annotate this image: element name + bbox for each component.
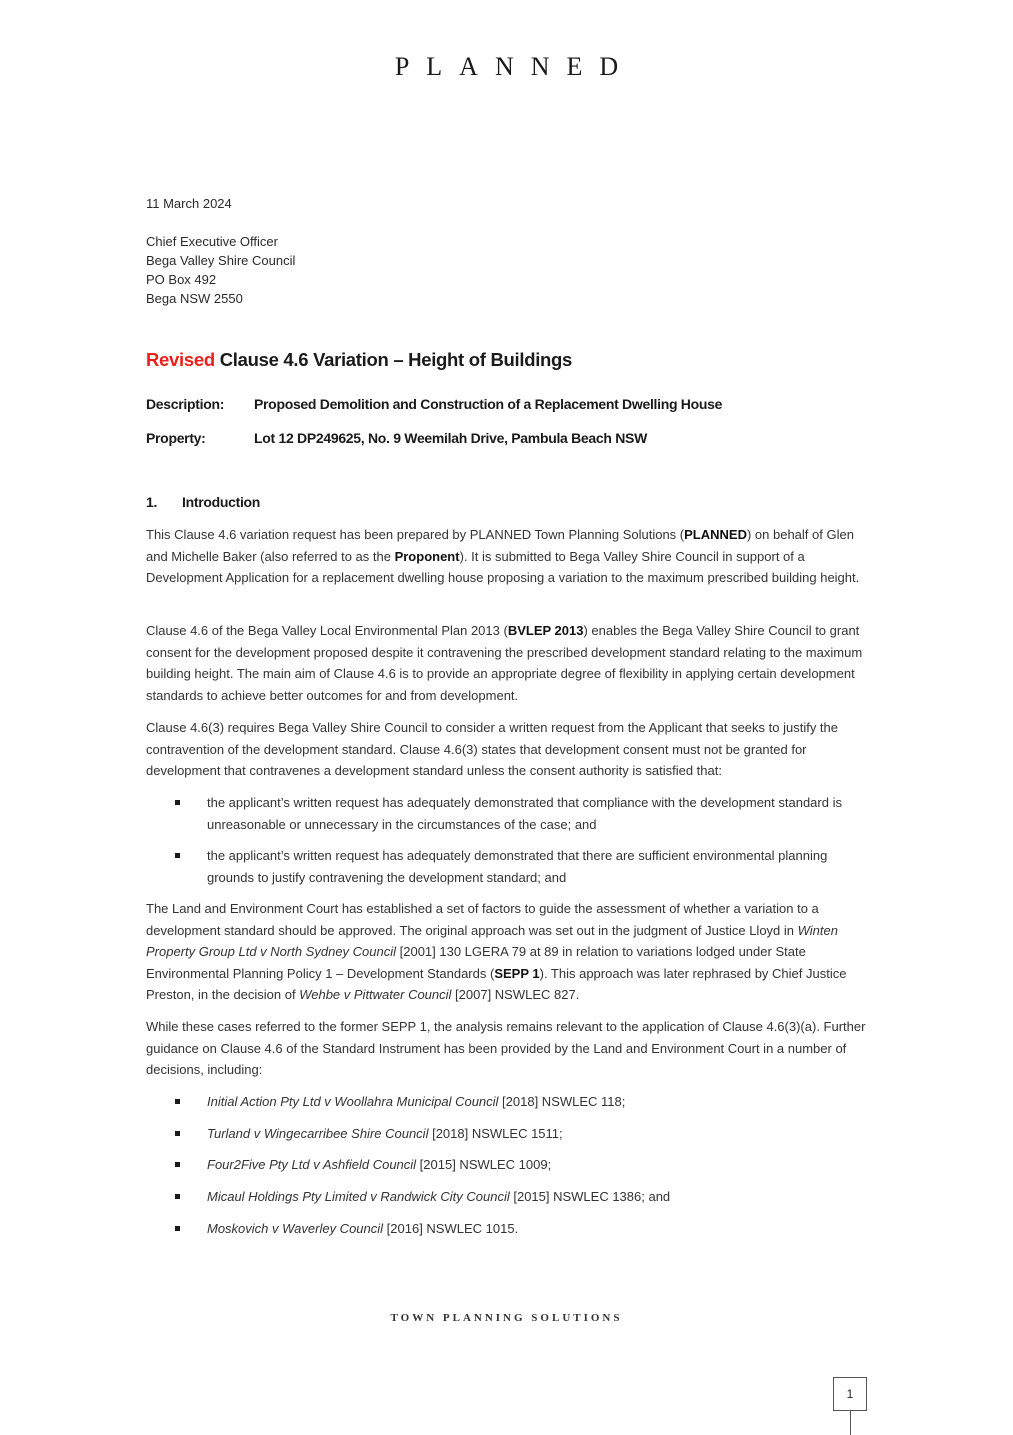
section-heading-introduction: [146, 494, 260, 510]
paragraph-text: [2001] 130 LGERA 79 at 89 in relation to variations lodged under State Environmental Planning Policy 1 – Development Standards (: [146, 944, 806, 981]
case-name: Wehbe v Pittwater Council: [299, 987, 452, 1002]
property-label: Property:: [146, 430, 206, 446]
letter-date: 11 March 2024: [146, 196, 232, 211]
case-citation: [2018] NSWLEC 1511;: [428, 1126, 563, 1141]
list-item: [175, 845, 875, 888]
page-number-line: [850, 1411, 851, 1435]
paragraph-text: The Land and Environment Court has established a set of factors to guide the assessment of whether a variation to a development standard should be approved. The original approach was set out in the judgment of Justice Lloyd in: [146, 901, 819, 938]
case-citation: [2015] NSWLEC 1386; and: [509, 1189, 671, 1204]
case-list-item: [175, 1091, 875, 1113]
address-line: Chief Executive Officer: [146, 234, 278, 249]
footer-tagline: TOWN PLANNING SOLUTIONS: [390, 1312, 623, 1324]
bullet-icon: [175, 1226, 180, 1231]
case-list-item: [175, 1154, 875, 1176]
bullet-icon: [175, 853, 180, 858]
paragraph: [146, 524, 872, 589]
company-logo: PLANNED: [394, 52, 636, 81]
case-name: Micaul Holdings Pty Limited v Randwick City Council: [207, 1189, 510, 1204]
description-row: [146, 396, 722, 412]
case-name: Four2Five Pty Ltd v Ashfield Council: [207, 1157, 417, 1172]
case-citation: [2016] NSWLEC 1015.: [383, 1221, 519, 1236]
paragraph-text: [2007] NSWLEC 827.: [451, 987, 580, 1002]
list-item-text: the applicant’s written request has adequately demonstrated that there are sufficient environmental planning grounds to justify contravening the development standard; and: [207, 848, 828, 885]
section-title: Introduction: [182, 494, 261, 510]
page-number: 1: [833, 1377, 867, 1411]
document-title: [146, 349, 572, 371]
bullet-icon: [175, 1131, 180, 1136]
defined-term: Proponent: [394, 548, 460, 564]
paragraph: [146, 620, 872, 706]
paragraph-text: ) enables the Bega Valley Shire Council to grant consent for the development proposed despite it contravening the prescribed development standard relating to the maximum building height. The main aim of Clause 4.6 is to provide an appropriate degree of flexibility in applying certain development standards to achieve better outcomes for and from development.: [146, 623, 863, 703]
paragraph: Clause 4.6(3) requires Bega Valley Shire Council to consider a written request from the Applicant that seeks to justify the contravention of the development standard. Clause 4.6(3) states that development consent must not be granted for development that contravenes a development standard unless the consent authority is satisfied that:: [146, 720, 839, 778]
property-row: [146, 430, 647, 446]
bullet-icon: [175, 1162, 180, 1167]
title-revised-highlight: Revised: [146, 349, 215, 370]
defined-term: BVLEP 2013: [507, 623, 584, 638]
property-value: Lot 12 DP249625, No. 9 Weemilah Drive, Pambula Beach NSW: [254, 430, 647, 446]
case-name: Winten Property Group Ltd v North Sydney Council: [146, 922, 838, 959]
bullet-icon: [175, 1194, 180, 1199]
paragraph-text: ) on behalf of Glen and Michelle Baker (also referred to as the: [146, 527, 854, 564]
case-citation: [2015] NSWLEC 1009;: [416, 1157, 552, 1172]
case-citation: [2018] NSWLEC 118;: [498, 1094, 626, 1109]
case-list-item: [175, 1186, 875, 1208]
case-name: Initial Action Pty Ltd v Woollahra Municipal Council: [207, 1094, 499, 1109]
case-list-item: [175, 1123, 875, 1145]
address-line: Bega NSW 2550: [146, 291, 243, 306]
bullet-icon: [175, 1099, 180, 1104]
defined-term: SEPP 1: [494, 965, 540, 981]
paragraph: While these cases referred to the former SEPP 1, the analysis remains relevant to the application of Clause 4.6(3)(a). Further guidance on Clause 4.6 of the Standard Instrument has been provided by the Land and Environment Court in a number of decisions, including:: [146, 1019, 866, 1077]
case-name: Turland v Wingecarribee Shire Council: [207, 1126, 429, 1141]
list-item-text: the applicant’s written request has adequately demonstrated that compliance with the development standard is unreasonable or unnecessary in the circumstances of the case; and: [207, 795, 842, 832]
bullet-icon: [175, 800, 180, 805]
paragraph-text: ). This approach was later rephrased by Chief Justice Preston, in the decision of: [146, 965, 847, 1002]
address-line: PO Box 492: [146, 272, 217, 287]
description-label: Description:: [146, 396, 225, 412]
paragraph-text: Clause 4.6 of the Bega Valley Local Environmental Plan 2013 (: [146, 623, 508, 638]
title-text: Clause 4.6 Variation – Height of Buildings: [214, 349, 573, 370]
case-name: Moskovich v Waverley Council: [207, 1221, 384, 1236]
paragraph-text: ). It is submitted to Bega Valley Shire Council in support of a Development Application for a replacement dwelling house proposing a variation to the maximum prescribed building height.: [146, 548, 860, 585]
address-line: Bega Valley Shire Council: [146, 253, 296, 268]
description-value: Proposed Demolition and Construction of a Replacement Dwelling House: [254, 396, 723, 412]
list-item: [175, 792, 875, 835]
case-list-item: [175, 1218, 875, 1240]
defined-term: PLANNED: [684, 527, 747, 542]
recipient-address: [146, 232, 871, 308]
paragraph: [146, 898, 872, 1006]
section-number: 1.: [146, 494, 158, 510]
paragraph-text: This Clause 4.6 variation request has been prepared by PLANNED Town Planning Solutions (: [146, 527, 685, 542]
